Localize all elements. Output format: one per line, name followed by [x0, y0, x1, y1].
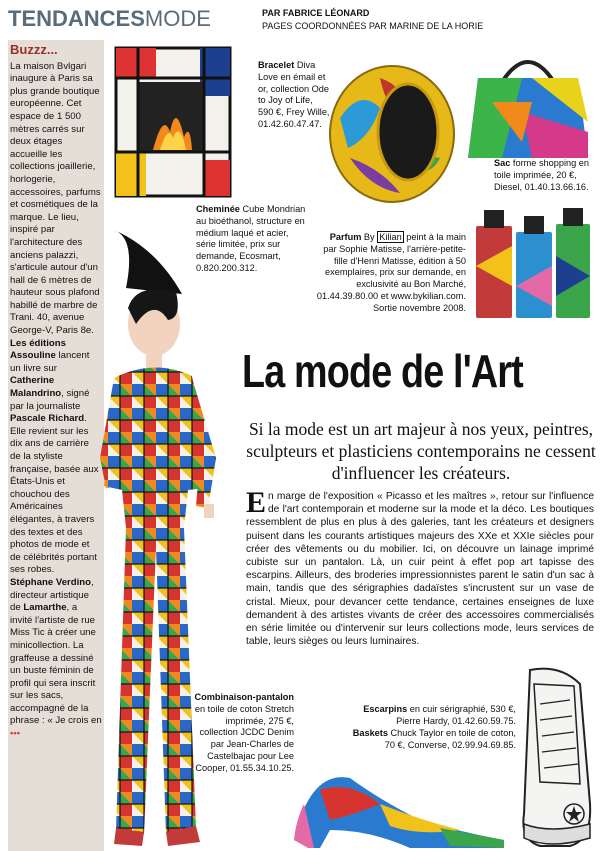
continuation-dots: •••	[10, 728, 21, 740]
diesel-bag-photo	[462, 42, 594, 160]
mondrian-fireplace-photo	[108, 42, 238, 202]
sidebar-paragraph-assouline: Les éditions Assouline lancent un livre sur Catherine Malandrino, signé par la journaliste Pascale Richard. Elle revient sur les dix ans de carrière de la styliste française, basée aux États-Unis et chouchou des Américaines élégantes, à travers des textes et des photos de mode et de célébrités portant ses robes.	[10, 337, 99, 576]
converse-sneaker-photo	[500, 664, 596, 850]
sidebar-title: Buzzz...	[10, 42, 58, 57]
bracelet-caption: Bracelet Diva Love en émail et or, collection Ode to Joy of Life, 590 €, Frey Wille, 01.42.60.47.47.	[258, 60, 330, 129]
article-body: En marge de l'exposition « Picasso et les maîtres », retour sur l'influence de l'art contemporain et moderne sur la mode et la déco. Les boutiques ressemblent de plus en plus à des galeries, tant les créateurs et designers puisent dans les courants artistiques majeurs des XXe et XXIe siècles pour créer des vêtements ou du mobilier. Ici, on découvre un lainage imprimé cubiste sur un pantalon. Là, un cuir peint à effet pop art tapisse des escarpins. Ailleurs, des broderies impressionnistes parent le satin d'un sac à main, tandis que des sérigraphies dadaïstes s'incrustent sur un vase de cristal. Mieux, pour devancer cette tendance, certaines enseignes de luxe demandent à des artistes vivants de créer des accessoires commercialisés en série limitée ou d'intervenir sur leurs collections mode, leurs services de table, leurs sièges ou leurs luminaires.	[246, 486, 594, 648]
kilian-perfume-photo	[468, 206, 596, 322]
section-name-bold: TENDANCES	[8, 6, 145, 31]
bag-caption: Sac forme shopping en toile imprimée, 20 €, Diesel, 01.40.13.66.16.	[494, 158, 590, 192]
section-name-light: MODE	[144, 6, 211, 31]
jumpsuit-caption: Combinaison-pantalon en toile de coton Stretch imprimée, 275 €, collection JCDC Denim par Jean-Charles de Castelbajac pour Lee Cooper, 01.55.34.10.25.	[194, 692, 294, 773]
buzz-sidebar	[8, 40, 104, 851]
article-title: La mode de l'Art	[242, 345, 523, 397]
section-header	[8, 6, 211, 32]
sidebar-paragraph-bvlgari: La maison Bvlgari inaugure à Paris sa plus grande boutique européenne. Cet espace de 1 500 mètres carrés sur deux étages accueille les collections joaillerie, horlogerie, accessoires, parfums et cosmétiques de la marque. Le lieu, inspiré par l'architecture des anciens palazzi, s'articule autour d'un hall de 6 mètres de hauteur sous plafond habillé de marbre de Trani. 40, avenue George-V, Paris 8e.	[10, 60, 101, 337]
sneakers-caption: Baskets Chuck Taylor en toile de coton, 70 €, Converse, 02.99.94.69.85.	[352, 728, 516, 750]
article-lede: Si la mode est un art majeur à nos yeux, peintres, sculpteurs et plasticiens contemporains ne cessent d'influencer les créateurs.	[246, 419, 596, 483]
drop-cap: E	[246, 486, 267, 519]
fireplace-caption: Cheminée Cube Mondrian au bioéthanol, structure en médium laqué et acier, série limitée, prix sur demande, Ecosmart, 0.820.200.312.	[196, 204, 306, 273]
byline-credit: PAGES COORDONNÉES PAR MARINE DE LA HORIE	[262, 21, 484, 31]
perfume-caption: Parfum By Kilian peint à la main par Sophie Matisse, l'arrière-petite-fille d'Henri Matisse, édition à 50 exemplaires, prix sur demande, en exclusivité au Bon Marché, 01.44.39.80.00 et www.bykilian.com. Sortie novembre 2008.	[316, 232, 466, 313]
pierre-hardy-pump-photo	[290, 760, 510, 850]
sidebar-paragraph-lamarthe: Stéphane Verdino, directeur artistique de Lamarthe, a invité l'artiste de rue Miss Tic à créer une minicollection. La graffeuse a dessiné un buste féminin de profil qui sera inscrit sur les sacs, accompagné de la phrase : « Je crois en •••	[10, 576, 102, 740]
pumps-caption: Escarpins en cuir sérigraphié, 530 €, Pierre Hardy, 01.42.60.59.75.	[363, 704, 516, 726]
bracelet-photo	[320, 58, 460, 208]
byline: PAR FABRICE LÉONARD	[262, 8, 370, 18]
